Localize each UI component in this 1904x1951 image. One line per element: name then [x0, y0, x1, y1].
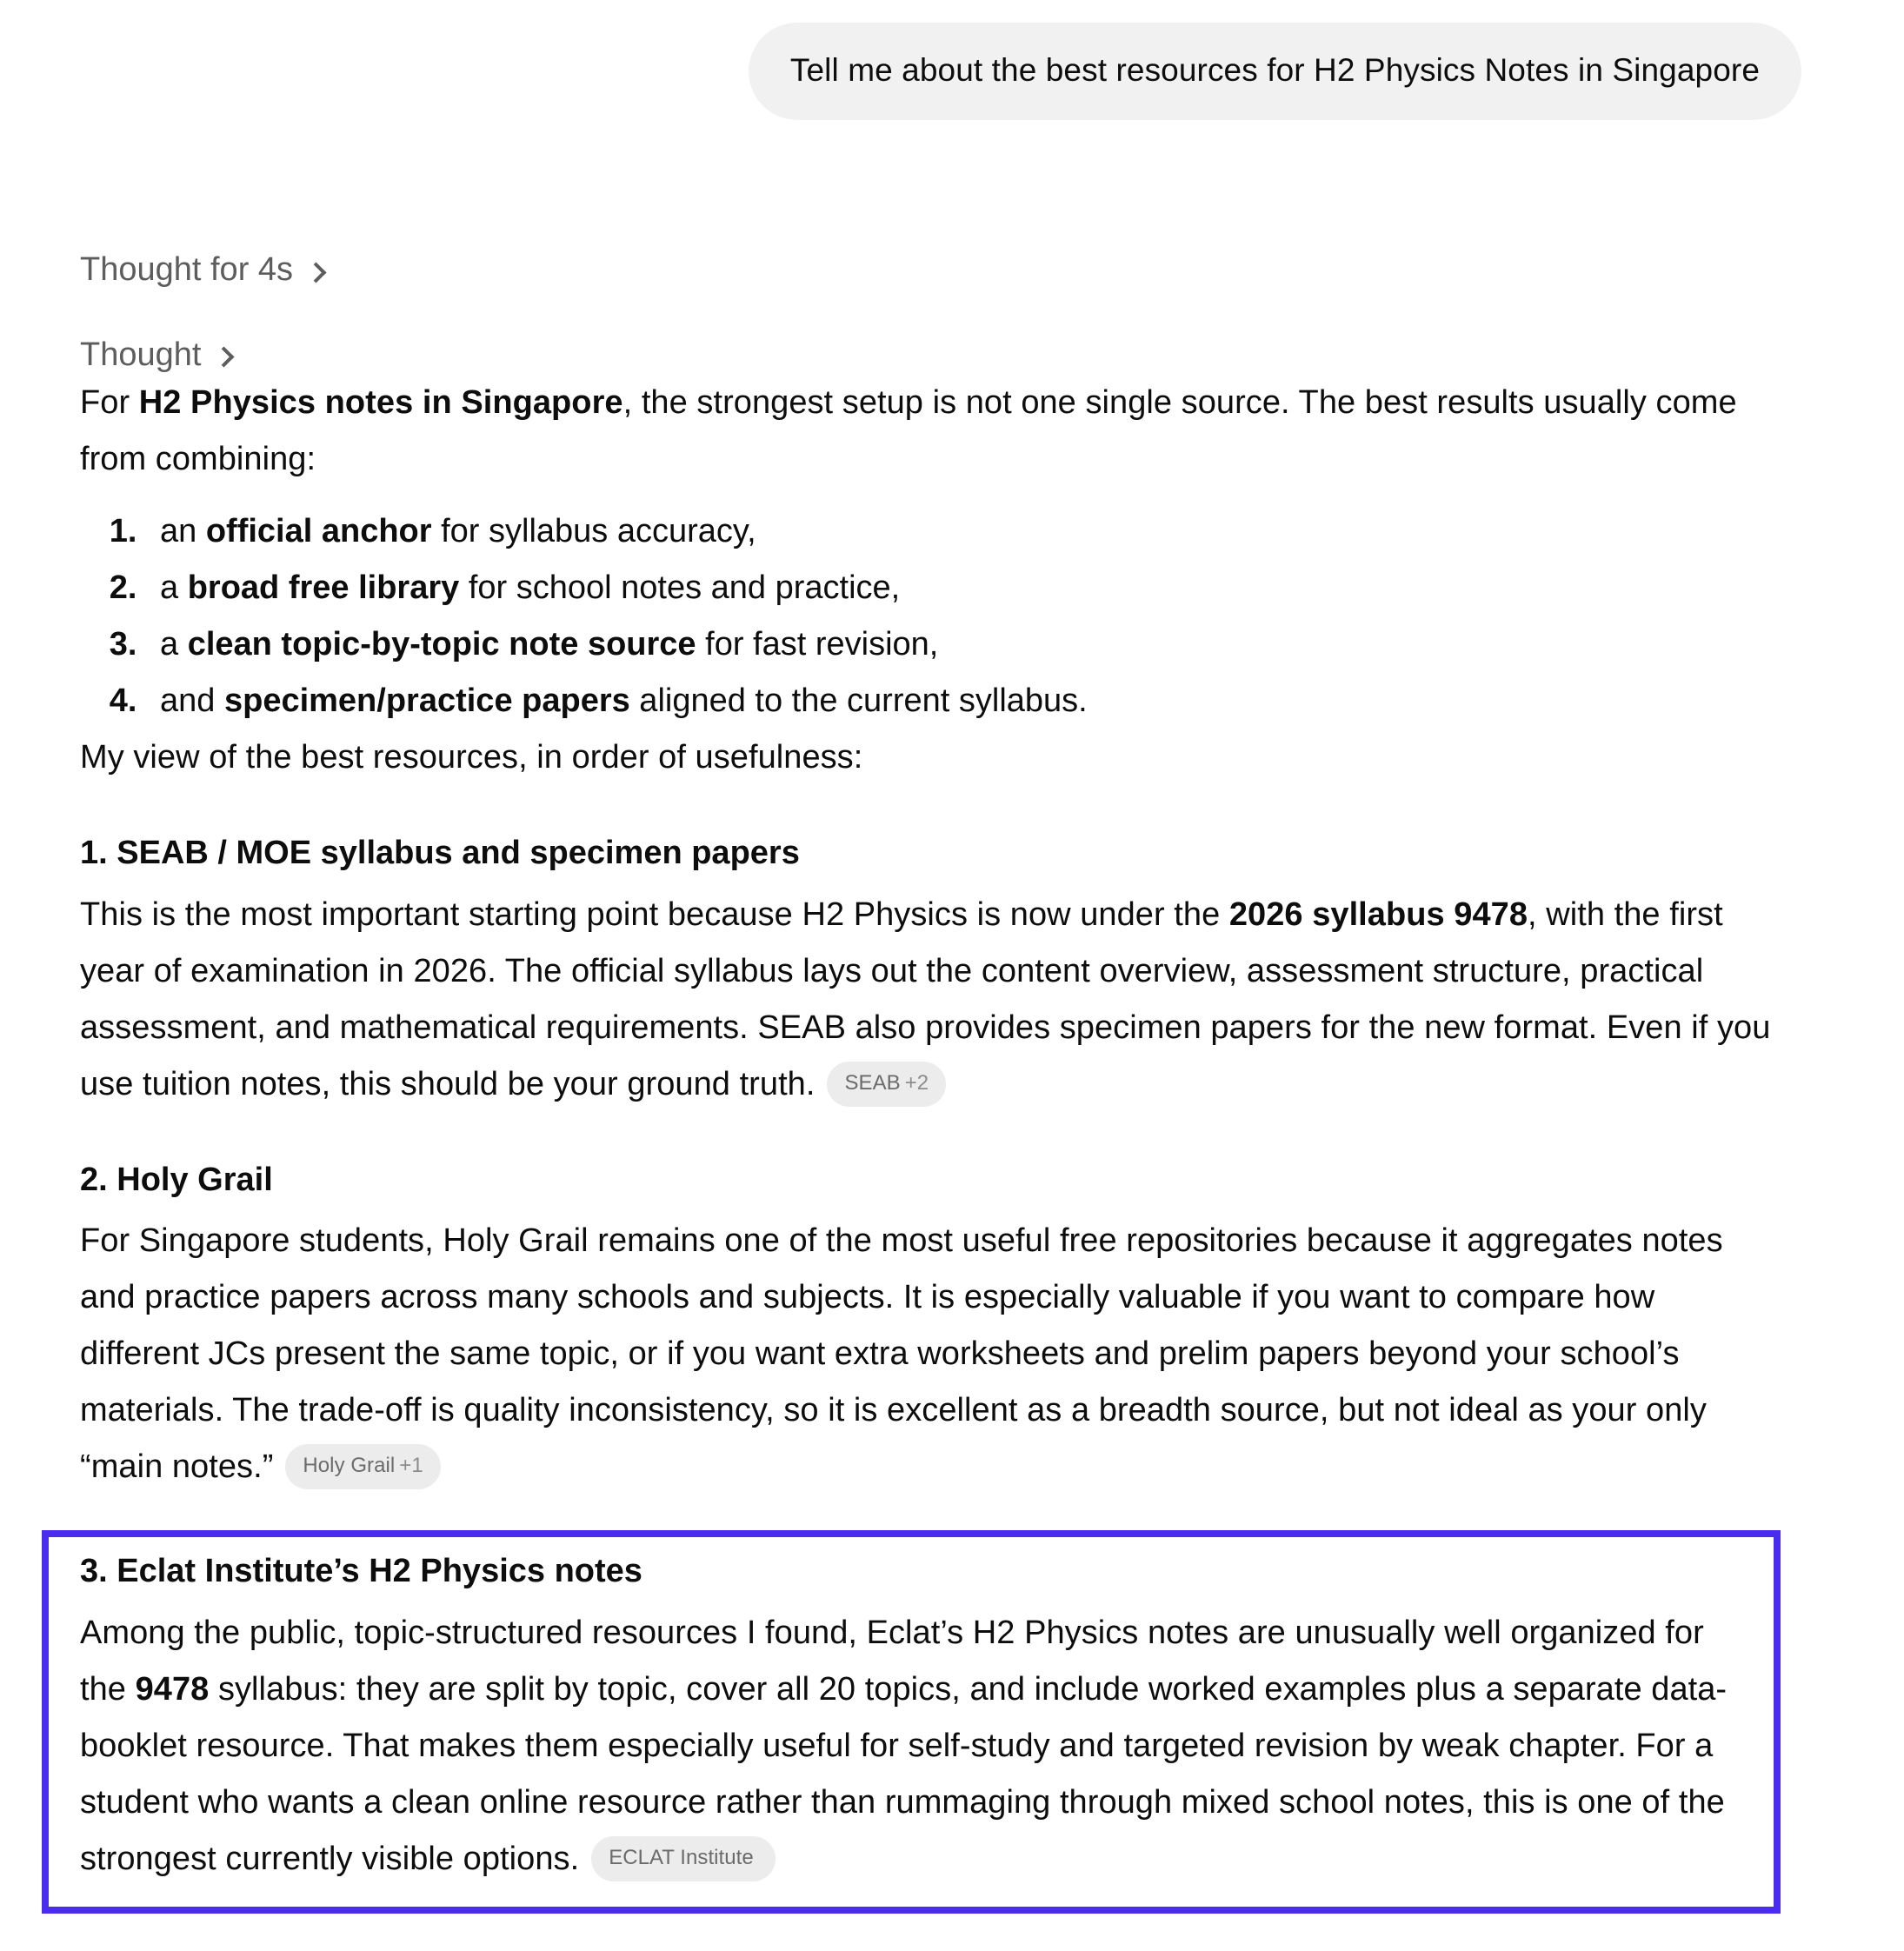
- lead-bold: H2 Physics notes in Singapore: [138, 384, 623, 422]
- reason-post: for syllabus accuracy,: [431, 513, 756, 550]
- citation-label: ECLAT Institute: [609, 1845, 754, 1869]
- citation-label: Holy Grail: [303, 1454, 396, 1478]
- section-heading-seab: 1. SEAB / MOE syllabus and specimen papers: [80, 835, 800, 872]
- section-body-post: syllabus: they are split by topic, cover all 20 topics, and include worked examples plus a separate data-booklet resource. That makes them especially useful for self-study and targeted revision by weak chapter. For a student who wants a clean online resource rather than rummaging through mixed school notes, this is one of the strongest currently visible options.: [80, 1670, 1728, 1877]
- section-body-holy-grail: [80, 1213, 1771, 1495]
- section-heading-holy-grail: 2. Holy Grail: [80, 1161, 273, 1198]
- citation-badge-eclat[interactable]: [591, 1836, 776, 1881]
- citation-more-count: +1: [399, 1454, 423, 1478]
- citation-label: SEAB: [844, 1070, 901, 1095]
- thought-for-4s-toggle[interactable]: [80, 250, 326, 290]
- lead-paragraph: [80, 375, 1771, 488]
- reasons-list: [80, 503, 1732, 729]
- reason-bold: clean topic-by-topic note source: [187, 626, 696, 663]
- reason-bold: official anchor: [205, 513, 432, 550]
- citation-more-count: +2: [904, 1070, 929, 1095]
- section-body-pre: For Singapore students, Holy Grail remains one of the most useful free repositories because it aggregates notes and practice papers across many schools and subjects. It is especially valuable if you want to compare how different JCs present the same topic, or if you want extra worksheets and prelim papers beyond your school’s materials. The trade-off is quality inconsistency, so it is excellent as a breadth source, but not ideal as your only “main notes.”: [80, 1222, 1723, 1486]
- highlighted-section-eclat: [42, 1530, 1781, 1914]
- reason-pre: and: [160, 683, 224, 720]
- section-heading-eclat: 3. Eclat Institute’s H2 Physics notes: [80, 1553, 642, 1590]
- user-message-row: [0, 0, 1904, 120]
- reason-post: for fast revision,: [696, 626, 939, 663]
- my-view-paragraph: My view of the best resources, in order of usefulness:: [80, 739, 863, 776]
- list-item: [146, 560, 1732, 616]
- user-message-bubble: Tell me about the best resources for H2 Physics Notes in Singapore: [749, 23, 1801, 120]
- lead-suffix: , the strongest setup is not one single source. The best results usually come from combining:: [80, 384, 1737, 478]
- reason-pre: a: [160, 569, 188, 607]
- assistant-response: [0, 250, 1904, 1914]
- section-body-seab: [80, 887, 1771, 1113]
- reason-post: for school notes and practice,: [459, 569, 901, 607]
- reason-pre: an: [160, 513, 206, 550]
- thought-toggle[interactable]: [80, 336, 234, 376]
- list-item: [146, 673, 1732, 729]
- citation-badge-holy-grail[interactable]: [285, 1444, 440, 1489]
- section-body-bold: 2026 syllabus 9478: [1228, 896, 1528, 933]
- section-body-pre: Among the public, topic-structured resources I found, Eclat’s H2 Physics notes are unusually well organized for the: [80, 1614, 1704, 1708]
- thought-for-4s-label: Thought for 4s: [80, 250, 294, 288]
- reason-bold: broad free library: [187, 569, 460, 607]
- section-body-bold: 9478: [135, 1670, 210, 1708]
- thought-label: Thought: [80, 336, 202, 373]
- reason-post: aligned to the current syllabus.: [629, 683, 1088, 720]
- reason-pre: a: [160, 626, 188, 663]
- lead-prefix: For: [80, 384, 139, 422]
- reason-bold: specimen/practice papers: [223, 683, 630, 720]
- chevron-right-icon: [213, 346, 234, 367]
- section-body-pre: This is the most important starting point because H2 Physics is now under the: [80, 896, 1229, 933]
- chevron-right-icon: [305, 262, 326, 283]
- list-item: [146, 616, 1732, 673]
- section-body-eclat: [80, 1605, 1748, 1888]
- list-item: [146, 503, 1732, 560]
- section-body-post: , with the first year of examination in 2026. The official syllabus lays out the content overview, assessment structure, practical assessment, and mathematical requirements. SEAB also provides specimen papers for the new format. Even if you use tuition notes, this should be your ground truth.: [80, 896, 1771, 1102]
- citation-badge-seab[interactable]: [827, 1062, 946, 1107]
